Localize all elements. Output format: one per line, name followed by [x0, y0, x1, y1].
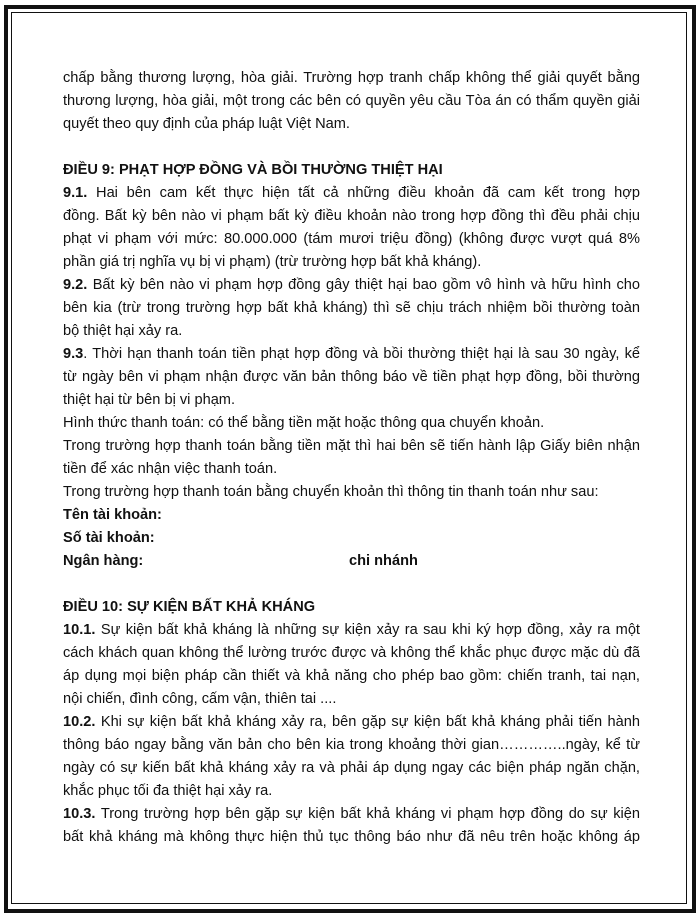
clause-text: bộ thiệt hại xảy ra.: [63, 323, 183, 339]
clause-text: Sự kiện bất khả kháng là những sự kiện xảy ra sau khi ký hợp đồng, xảy ra một: [95, 622, 640, 638]
clause-number: 10.3.: [63, 806, 96, 822]
branch-label: chi nhánh: [349, 553, 418, 569]
clause-text: thông báo ngay bằng văn bản cho bên kia trong khoảng thời gian…………..ngày, kể từ: [63, 737, 640, 753]
paragraph-line: [63, 734, 640, 757]
paragraph-line: [63, 688, 640, 711]
paragraph-line: [63, 757, 640, 780]
account-name-label: Tên tài khoản:: [63, 507, 162, 523]
paragraph-line: [63, 642, 640, 665]
clause-text: thiệt hại từ bên bị vi phạm.: [63, 392, 236, 408]
paragraph-line: [63, 182, 640, 205]
clause-number: 9.3: [63, 346, 84, 362]
clause-text: cách khách quan không thể lường trước được và không thể khắc phục được mặc dù đã: [63, 645, 640, 661]
clause-text: bên kia (trừ trong trường hợp bất khả kháng) thì sẽ chịu trách nhiệm bồi thường toàn: [63, 300, 640, 316]
clause-text: bất khả kháng mà không thực hiện thủ tục thông báo như đã nêu trên hoặc không áp: [63, 829, 640, 845]
bank-label: Ngân hàng:: [63, 553, 144, 569]
clause-number: 9.1.: [63, 185, 88, 201]
clause-text: . Thời hạn thanh toán tiền phạt hợp đồng và bồi thường thiệt hại là sau 30 ngày, kể: [83, 346, 640, 362]
paragraph-line: [63, 228, 640, 251]
clause-text: áp dụng mọi biện pháp cần thiết và khả năng cho phép bao gồm: chiến tranh, tai nạn,: [63, 668, 640, 684]
paragraph-line: [63, 320, 640, 343]
payment-method-text: Hình thức thanh toán: có thể bằng tiền mặt hoặc thông qua chuyển khoản.: [63, 415, 545, 431]
paragraph-line: [63, 205, 640, 228]
paragraph-line: [63, 780, 640, 803]
paragraph-line: [63, 619, 640, 642]
document-body: [63, 67, 640, 849]
paragraph-line: [63, 711, 640, 734]
paragraph-line: [63, 826, 640, 849]
article-9-heading: ĐIỀU 9: PHẠT HỢP ĐỒNG VÀ BỒI THƯỜNG THIỆT HẠI: [63, 162, 443, 178]
cash-payment-line: Trong trường hợp thanh toán bằng tiền mặt thì hai bên sẽ tiến hành lập Giấy biên nhận: [63, 438, 640, 454]
clause-number: 9.2.: [63, 277, 88, 293]
clause-number: 10.2.: [63, 714, 96, 730]
spacer: [63, 136, 640, 159]
paragraph-line: [63, 343, 640, 366]
paragraph-line: [63, 274, 640, 297]
spacer: [63, 573, 640, 596]
account-number-label: Số tài khoản:: [63, 530, 155, 546]
cash-payment-line: tiền để xác nhận việc thanh toán.: [63, 461, 278, 477]
clause-text: ngày có sự kiến bất khả kháng xảy ra và phải áp dụng ngay các biện pháp ngăn chặn,: [63, 760, 640, 776]
clause-text: Hai bên cam kết thực hiện tất cả những điều khoản đã cam kết trong hợp: [87, 185, 640, 201]
intro-line: chấp bằng thương lượng, hòa giải. Trường hợp tranh chấp không thể giải quyết bằng: [63, 70, 640, 86]
paragraph-line: [63, 251, 640, 274]
paragraph-line: [63, 803, 640, 826]
clause-text: Khi sự kiện bất khả kháng xảy ra, bên gặp sự kiện bất khả kháng phải tiến hành: [95, 714, 640, 730]
clause-text: từ ngày bên vi phạm nhận được văn bản thông báo về tiền phạt hợp đồng, bồi thường: [63, 369, 640, 385]
clause-text: Bất kỳ bên nào vi phạm hợp đồng gây thiệt hại bao gồm vô hình và hữu hình cho: [87, 277, 640, 293]
clause-text: phần giá trị nghĩa vụ bị vi phạm) (trừ trường hợp bất khả kháng).: [63, 254, 482, 270]
clause-text: Trong trường hợp bên gặp sự kiện bất khả kháng vi phạm hợp đồng do sự kiện: [95, 806, 640, 822]
paragraph-line: [63, 366, 640, 389]
paragraph-line: [63, 297, 640, 320]
paragraph-line: [63, 665, 640, 688]
clause-text: khắc phục tối đa thiệt hại xảy ra.: [63, 783, 273, 799]
clause-text: đồng. Bất kỳ bên nào vi phạm bất kỳ điều khoản nào trong hợp đồng thì đều phải chịu: [63, 208, 640, 224]
clause-text: nội chiến, đình công, cấm vận, thiên tai ....: [63, 691, 337, 707]
bank-row: [63, 550, 640, 573]
clause-number: 10.1.: [63, 622, 96, 638]
intro-line: thương lượng, hòa giải, một trong các bên có quyền yêu cầu Tòa án có thẩm quyền giải: [63, 93, 640, 109]
paragraph-line: [63, 389, 640, 412]
article-10-heading: ĐIỀU 10: SỰ KIỆN BẤT KHẢ KHÁNG: [63, 599, 316, 615]
transfer-text: Trong trường hợp thanh toán bằng chuyển khoản thì thông tin thanh toán như sau:: [63, 484, 599, 500]
clause-text: phạt vi phạm với mức: 80.000.000 (tám mươi triệu đồng) (không được vượt quá 8%: [63, 231, 640, 247]
intro-line: quyết theo quy định của pháp luật Việt Nam.: [63, 116, 350, 132]
